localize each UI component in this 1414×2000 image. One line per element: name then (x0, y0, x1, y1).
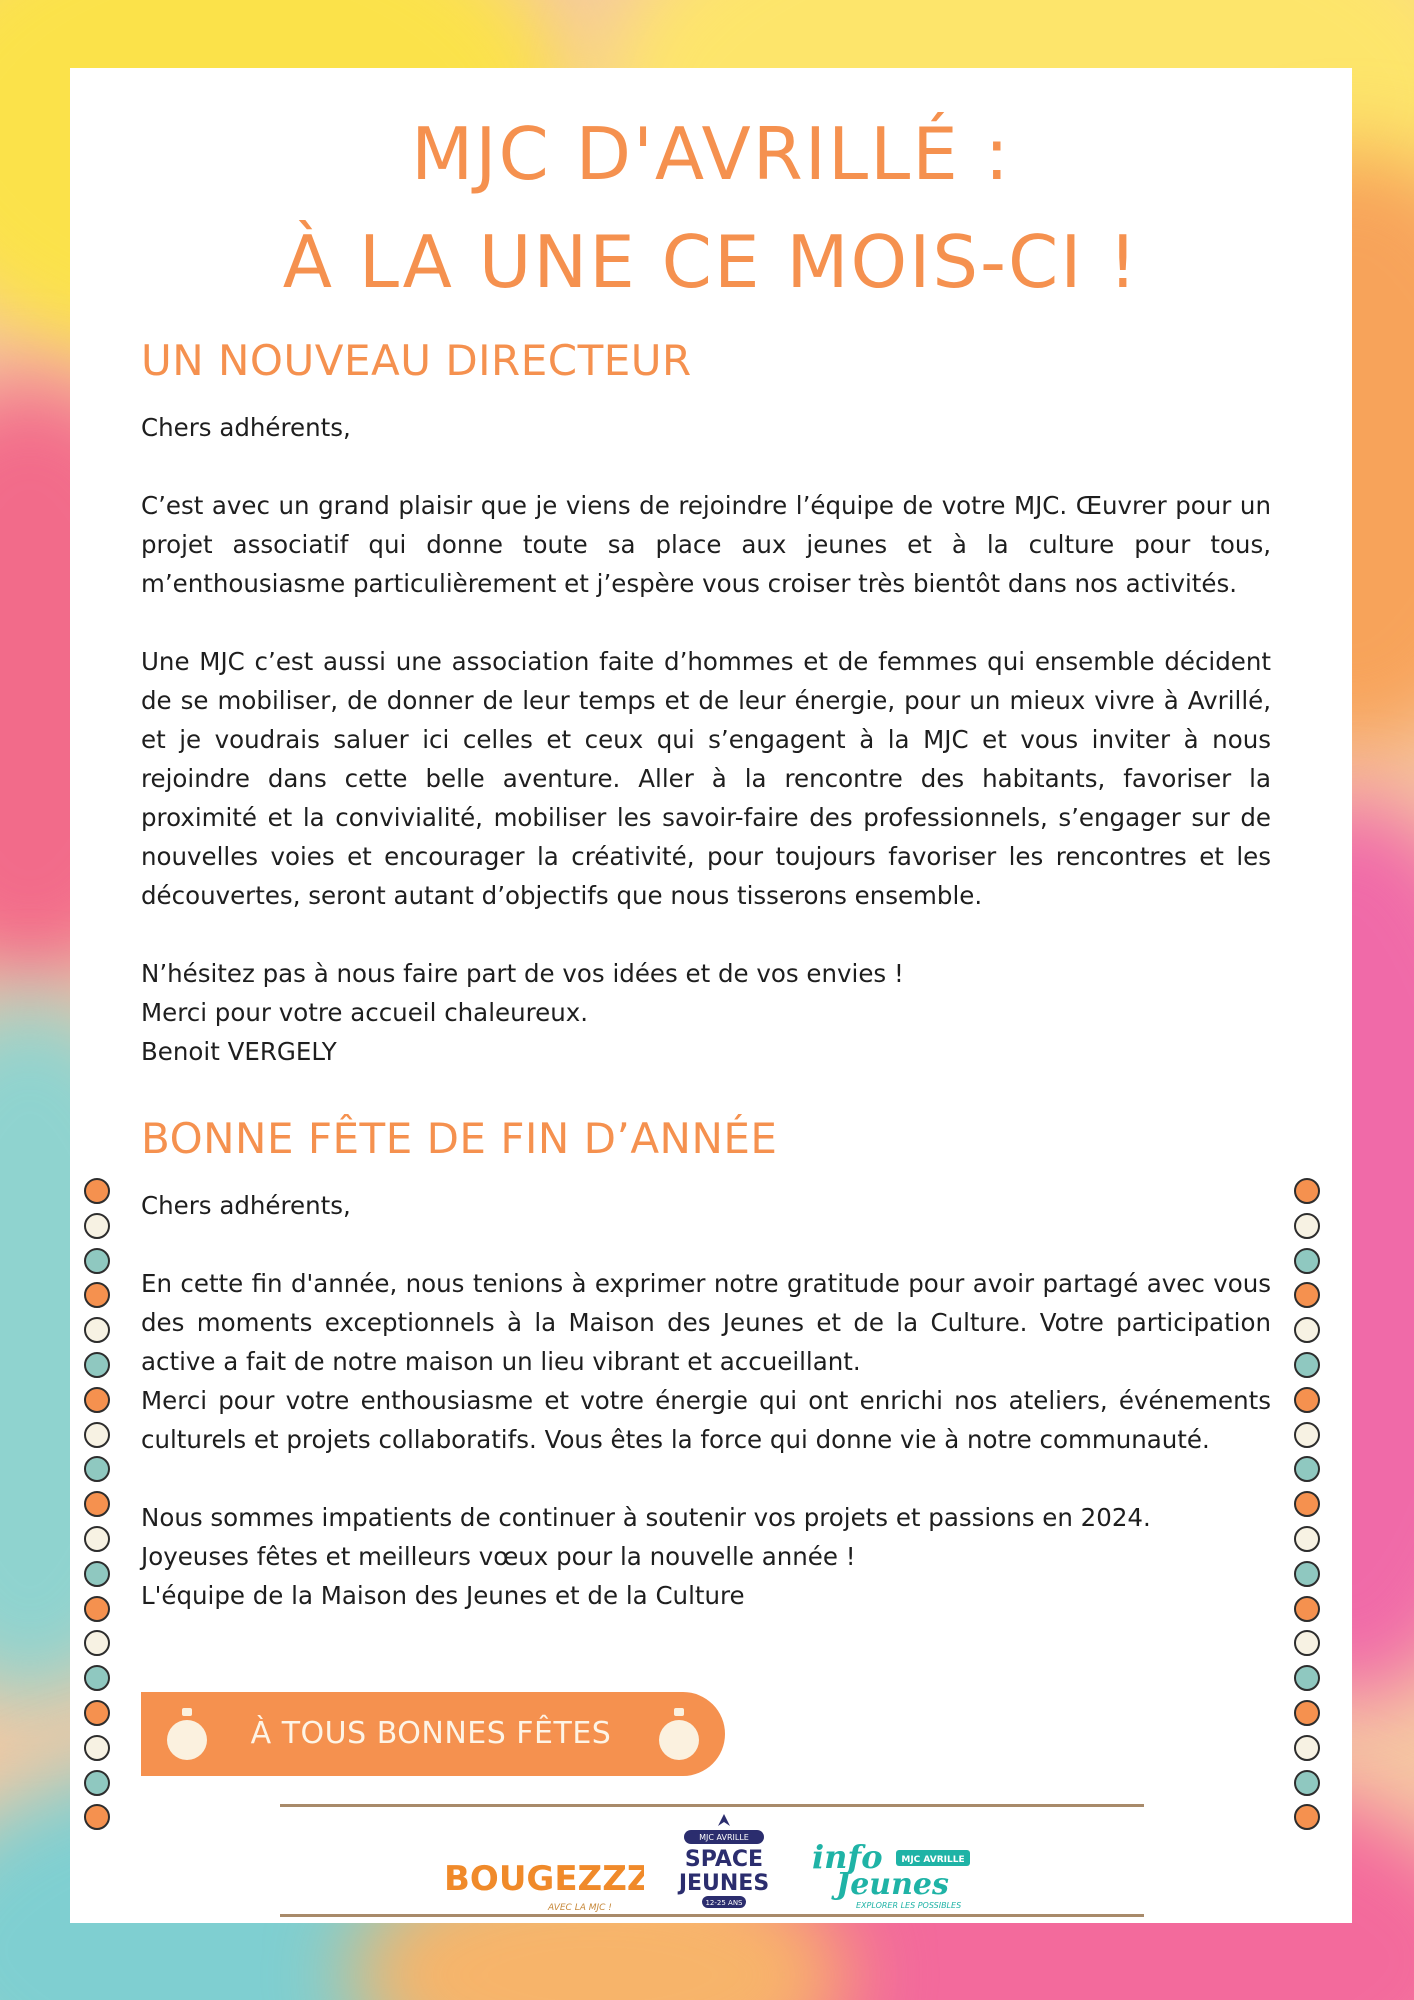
bead-icon (84, 1735, 110, 1761)
bead-icon (84, 1317, 110, 1343)
section2-greeting: Chers adhérents, (141, 1191, 351, 1220)
section-heading-director: UN NOUVEAU DIRECTEUR (141, 336, 692, 385)
bead-icon (1294, 1213, 1320, 1239)
bead-icon (84, 1352, 110, 1378)
bead-icon (1294, 1422, 1320, 1448)
info-jeunes-tagline: EXPLORER LES POSSIBLES (856, 1901, 962, 1910)
bead-icon (84, 1282, 110, 1308)
bead-garland-right (1294, 1178, 1324, 1839)
bead-icon (84, 1700, 110, 1726)
info-jeunes-word1: info (812, 1838, 883, 1876)
section1-greeting: Chers adhérents, (141, 413, 351, 442)
bead-icon (1294, 1700, 1320, 1726)
bead-icon (1294, 1248, 1320, 1274)
bead-icon (84, 1665, 110, 1691)
section2-paragraph5: L'équipe de la Maison des Jeunes et de la Culture (141, 1581, 745, 1610)
footer-divider-top (280, 1804, 1144, 1807)
bead-icon (1294, 1317, 1320, 1343)
info-jeunes-badge: MJC AVRILLE (901, 1855, 965, 1865)
section1-closing1: N’hésitez pas à nous faire part de vos idées et de vos envies ! (141, 959, 904, 988)
section1-signature: Benoit VERGELY (141, 1037, 337, 1066)
section2-paragraph3: Nous sommes impatients de continuer à soutenir vos projets et passions en 2024. (141, 1503, 1151, 1532)
bead-icon (1294, 1456, 1320, 1482)
bead-icon (84, 1596, 110, 1622)
bead-icon (84, 1213, 110, 1239)
bead-icon (84, 1422, 110, 1448)
section2-paragraph4: Joyeuses fêtes et meilleurs vœux pour la nouvelle année ! (141, 1542, 856, 1571)
bead-icon (1294, 1630, 1320, 1656)
bead-icon (84, 1178, 110, 1204)
holiday-banner-label: À TOUS BONNES FÊTES (250, 1716, 612, 1751)
bead-icon (1294, 1561, 1320, 1587)
section1-paragraph1: C’est avec un grand plaisir que je viens de rejoindre l’équipe de votre MJC. Œuvrer pour un projet associatif qui donne toute sa place aux jeunes et à la culture pour tous, m’enthousiasme particulièrement et j’espère vous croiser très bientôt dans nos activités. (141, 491, 1271, 598)
bead-icon (1294, 1596, 1320, 1622)
section1-paragraph2: Une MJC c’est aussi une association faite d’hommes et de femmes qui ensemble décident de se mobiliser, de donner de leur temps et de leur énergie, pour un mieux vivre à Avrillé, et je voudrais saluer ici celles et ceux qui s’engagent à la MJC et vous inviter à nous rejoindre dans cette belle aventure. Aller à la rencontre des habitants, favoriser la proximité et la convivialité, mobiliser les savoir-faire des professionnels, s’engager sur de nouvelles voies et encourager la créativité, pour toujours favoriser les rencontres et les découvertes, seront autant d’objectifs que nous tisserons ensemble. (141, 647, 1271, 910)
newsletter-card (70, 68, 1352, 1923)
bead-icon (1294, 1387, 1320, 1413)
info-jeunes-word2: Jeunes (836, 1867, 949, 1902)
space-jeunes-top: MJC AVRILLE (699, 1833, 749, 1842)
section-heading-holidays: BONNE FÊTE DE FIN D’ANNÉE (141, 1114, 778, 1163)
bougez-logo-tagline: AVEC LA MJC ! (548, 1903, 612, 1913)
bead-icon (1294, 1352, 1320, 1378)
bead-icon (84, 1770, 110, 1796)
bead-icon (1294, 1282, 1320, 1308)
bead-garland-left (84, 1178, 114, 1839)
bead-icon (84, 1630, 110, 1656)
space-jeunes-age: 12-25 ANS (705, 1899, 743, 1907)
space-jeunes-line2: JEUNES (678, 1871, 770, 1896)
holiday-banner (141, 1692, 725, 1776)
bead-icon (84, 1526, 110, 1552)
bead-icon (1294, 1735, 1320, 1761)
bead-icon (1294, 1770, 1320, 1796)
bead-icon (1294, 1491, 1320, 1517)
footer-divider-bottom (280, 1914, 1144, 1917)
bead-icon (84, 1456, 110, 1482)
page-title-line1: MJC D'AVRILLÉ : (411, 112, 1011, 196)
bougez-logo-name: BOUGEZZZ (444, 1859, 644, 1899)
bead-icon (1294, 1804, 1320, 1830)
bougez-logo (444, 1838, 644, 1918)
ornament-left-icon (165, 1706, 209, 1762)
space-jeunes-line1: SPACE (684, 1847, 764, 1872)
info-jeunes-logo (810, 1828, 990, 1918)
bead-icon (84, 1804, 110, 1830)
bead-icon (84, 1387, 110, 1413)
space-jeunes-logo (666, 1808, 782, 1924)
bead-icon (1294, 1178, 1320, 1204)
section2-paragraph2: Merci pour votre enthousiasme et votre énergie qui ont enrichi nos ateliers, événements culturels et projets collaboratifs. Vous êtes la force qui donne vie à notre communauté. (141, 1386, 1271, 1454)
ornament-right-icon (657, 1706, 701, 1762)
section2-paragraph1: En cette fin d'année, nous tenions à exprimer notre gratitude pour avoir partagé avec vous des moments exceptionnels à la Maison des Jeunes et de la Culture. Votre participation active a fait de notre maison un lieu vibrant et accueillant. (141, 1269, 1271, 1376)
page-title-line2: À LA UNE CE MOIS-CI ! (282, 220, 1140, 304)
bead-icon (84, 1248, 110, 1274)
section1-closing2: Merci pour votre accueil chaleureux. (141, 998, 589, 1027)
bead-icon (1294, 1526, 1320, 1552)
bead-icon (1294, 1665, 1320, 1691)
bead-icon (84, 1491, 110, 1517)
bead-icon (84, 1561, 110, 1587)
